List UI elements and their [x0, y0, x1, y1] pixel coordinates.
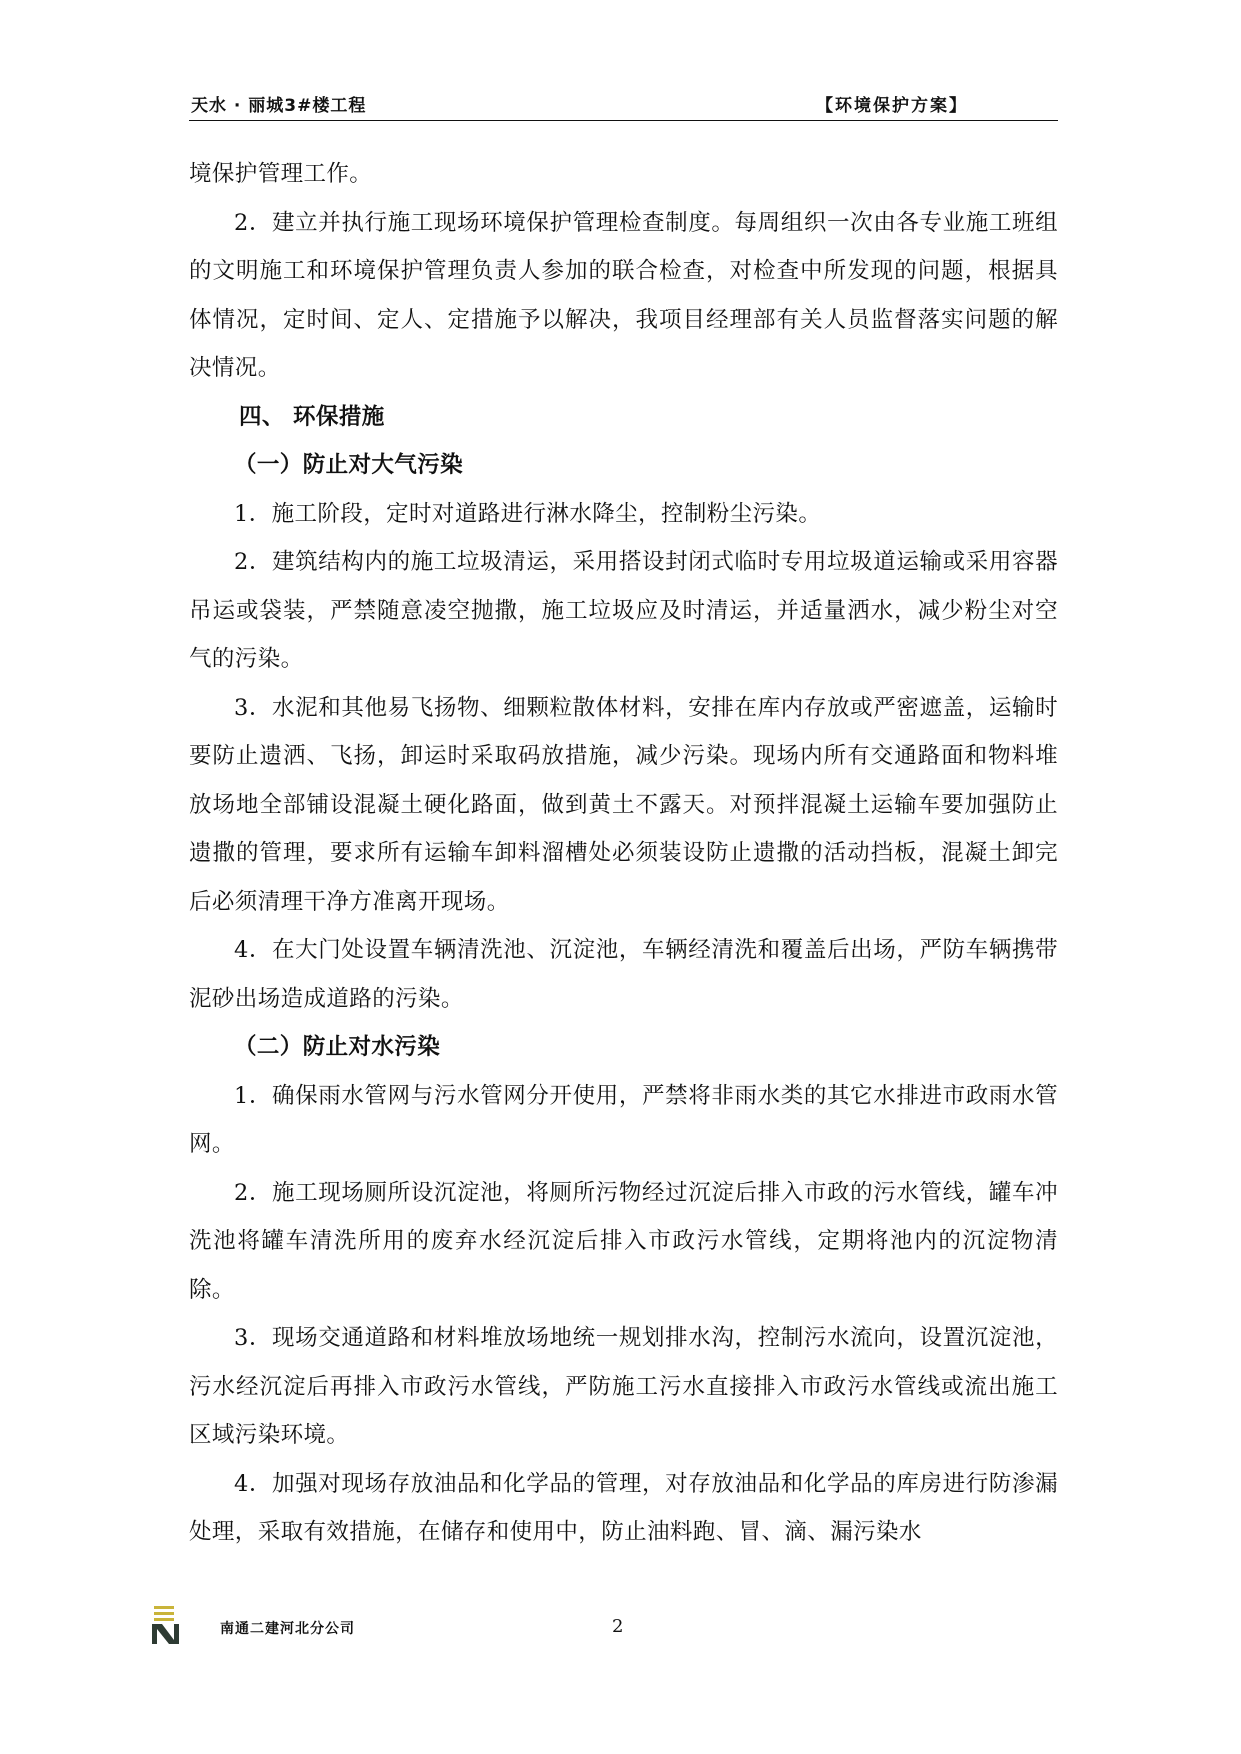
paragraph-water-3: 3．现场交通道路和材料堆放场地统一规划排水沟，控制污水流向，设置沉淀池，污水经沉淀后再排入市政污水管线，严防施工污水直接排入市政污水管线或流出施工区域污染环境。	[189, 1325, 1058, 1448]
paragraph-water-4: 4．加强对现场存放油品和化学品的管理，对存放油品和化学品的库房进行防渗漏处理，采取有效措施，在储存和使用中，防止油料跑、冒、滴、漏污染水	[189, 1470, 1058, 1545]
paragraph-air-3: 3．水泥和其他易飞扬物、细颗粒散体材料，安排在库内存放或严密遮盖，运输时要防止遗洒、飞扬，卸运时采取码放措施，减少污染。现场内所有交通路面和物料堆放场地全部铺设混凝土硬化路面，做到黄土不露天。对预拌混凝土运输车要加强防止遗撒的管理，要求所有运输车卸料溜槽处必须装设防止遗撒的活动挡板，混凝土卸完后必须清理干净方准离开现场。	[189, 694, 1058, 915]
paragraph-air-1: 1．施工阶段，定时对道路进行淋水降尘，控制粉尘污染。	[234, 500, 822, 527]
page-header	[189, 86, 1058, 121]
paragraph-continued: 境保护管理工作。	[189, 161, 373, 187]
document-body	[189, 150, 1058, 1557]
subsection-heading-water: （二）防止对水污染	[234, 1034, 441, 1060]
paragraph-water-1: 1．确保雨水管网与污水管网分开使用，严禁将非雨水类的其它水排进市政雨水管网。	[189, 1082, 1058, 1157]
company-logo-icon	[150, 1604, 184, 1646]
paragraph-inspection: 2．建立并执行施工现场环境保护管理检查制度。每周组织一次由各专业施工班组的文明施工和环境保护管理负责人参加的联合检查，对检查中所发现的问题，根据具体情况，定时间、定人、定措施予以解决，我项目经理部有关人员监督落实问题的解决情况。	[189, 209, 1058, 381]
header-doc-title: 【环境保护方案】	[816, 96, 968, 116]
paragraph-air-2: 2．建筑结构内的施工垃圾清运，采用搭设封闭式临时专用垃圾道运输或采用容器吊运或袋装，严禁随意凌空抛撒，施工垃圾应及时清运，并适量洒水，减少粉尘对空气的污染。	[189, 549, 1058, 672]
paragraph-water-2: 2．施工现场厕所设沉淀池，将厕所污物经过沉淀后排入市政的污水管线，罐车冲洗池将罐车清洗所用的废弃水经沉淀后排入市政污水管线，定期将池内的沉淀物清除。	[189, 1179, 1058, 1303]
footer-company: 南通二建河北分公司	[220, 1621, 355, 1637]
subsection-heading-air: （一）防止对大气污染	[234, 452, 464, 478]
section-heading-measures: 四、 环保措施	[239, 403, 385, 430]
header-project: 天水 · 丽城3#楼工程	[191, 96, 367, 116]
paragraph-air-4: 4．在大门处设置车辆清洗池、沉淀池，车辆经清洗和覆盖后出场，严防车辆携带泥砂出场造成道路的污染。	[189, 937, 1058, 1012]
page-number: 2	[612, 1616, 624, 1637]
